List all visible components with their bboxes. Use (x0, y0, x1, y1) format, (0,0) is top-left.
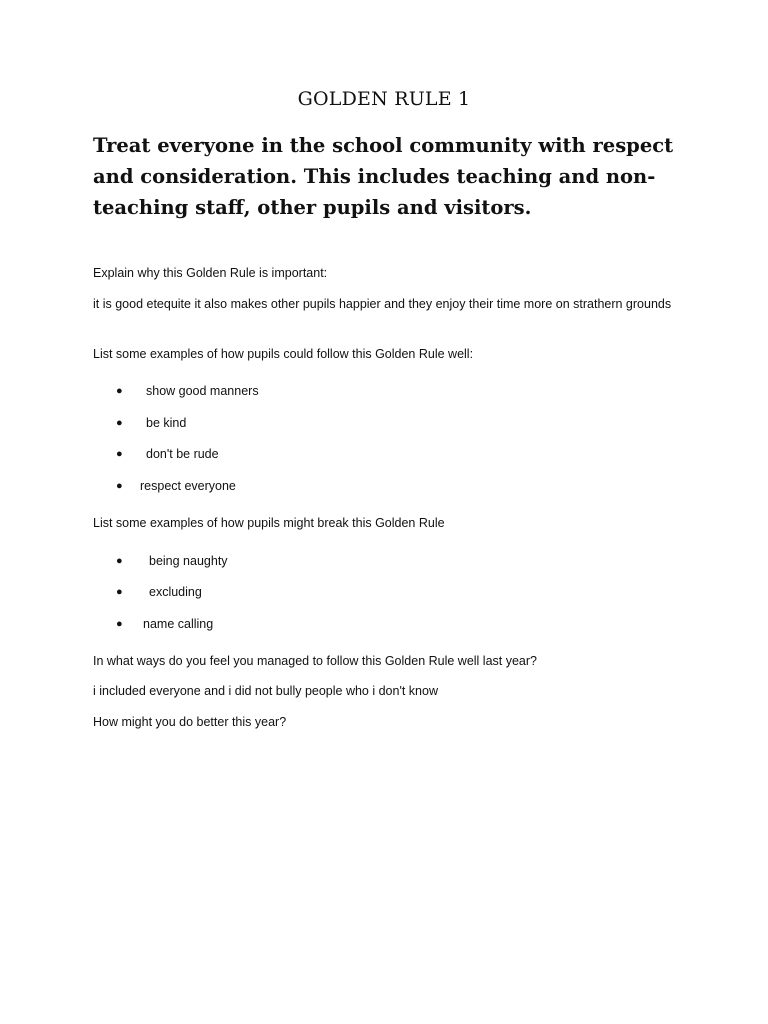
page-title: GOLDEN RULE 1 (297, 88, 471, 110)
list-item-text: don't be rude (146, 447, 219, 461)
answer-importance: it is good etequite it also makes other pupils happier and they enjoy their time more on strathern grounds (93, 297, 672, 311)
list-item-text: be kind (146, 416, 187, 430)
question-importance: Explain why this Golden Rule is important: (93, 266, 328, 280)
bullet-icon: ● (116, 555, 123, 567)
question-last-year: In what ways do you feel you managed to follow this Golden Rule well last year? (93, 654, 537, 668)
bullet-icon: ● (116, 586, 123, 598)
golden-rule-statement: Treat everyone in the school community with respect and consideration. This includes teaching and non-teaching staff, other pupils and visitors. (93, 134, 674, 219)
list-item-text: name calling (143, 617, 214, 631)
list-item-text: respect everyone (140, 479, 236, 493)
answer-last-year: i included everyone and i did not bully people who i don't know (93, 684, 438, 698)
list-item-text: being naughty (149, 554, 228, 568)
question-break-examples: List some examples of how pupils might break this Golden Rule (93, 516, 445, 530)
list-item-text: show good manners (146, 384, 259, 398)
bullet-icon: ● (116, 448, 123, 460)
bullet-icon: ● (116, 385, 123, 397)
bullet-icon: ● (116, 480, 123, 492)
list-item-text: excluding (149, 585, 202, 599)
bullet-icon: ● (116, 417, 123, 429)
bullet-icon: ● (116, 618, 123, 630)
question-follow-examples: List some examples of how pupils could follow this Golden Rule well: (93, 347, 474, 361)
question-this-year: How might you do better this year? (93, 715, 287, 729)
